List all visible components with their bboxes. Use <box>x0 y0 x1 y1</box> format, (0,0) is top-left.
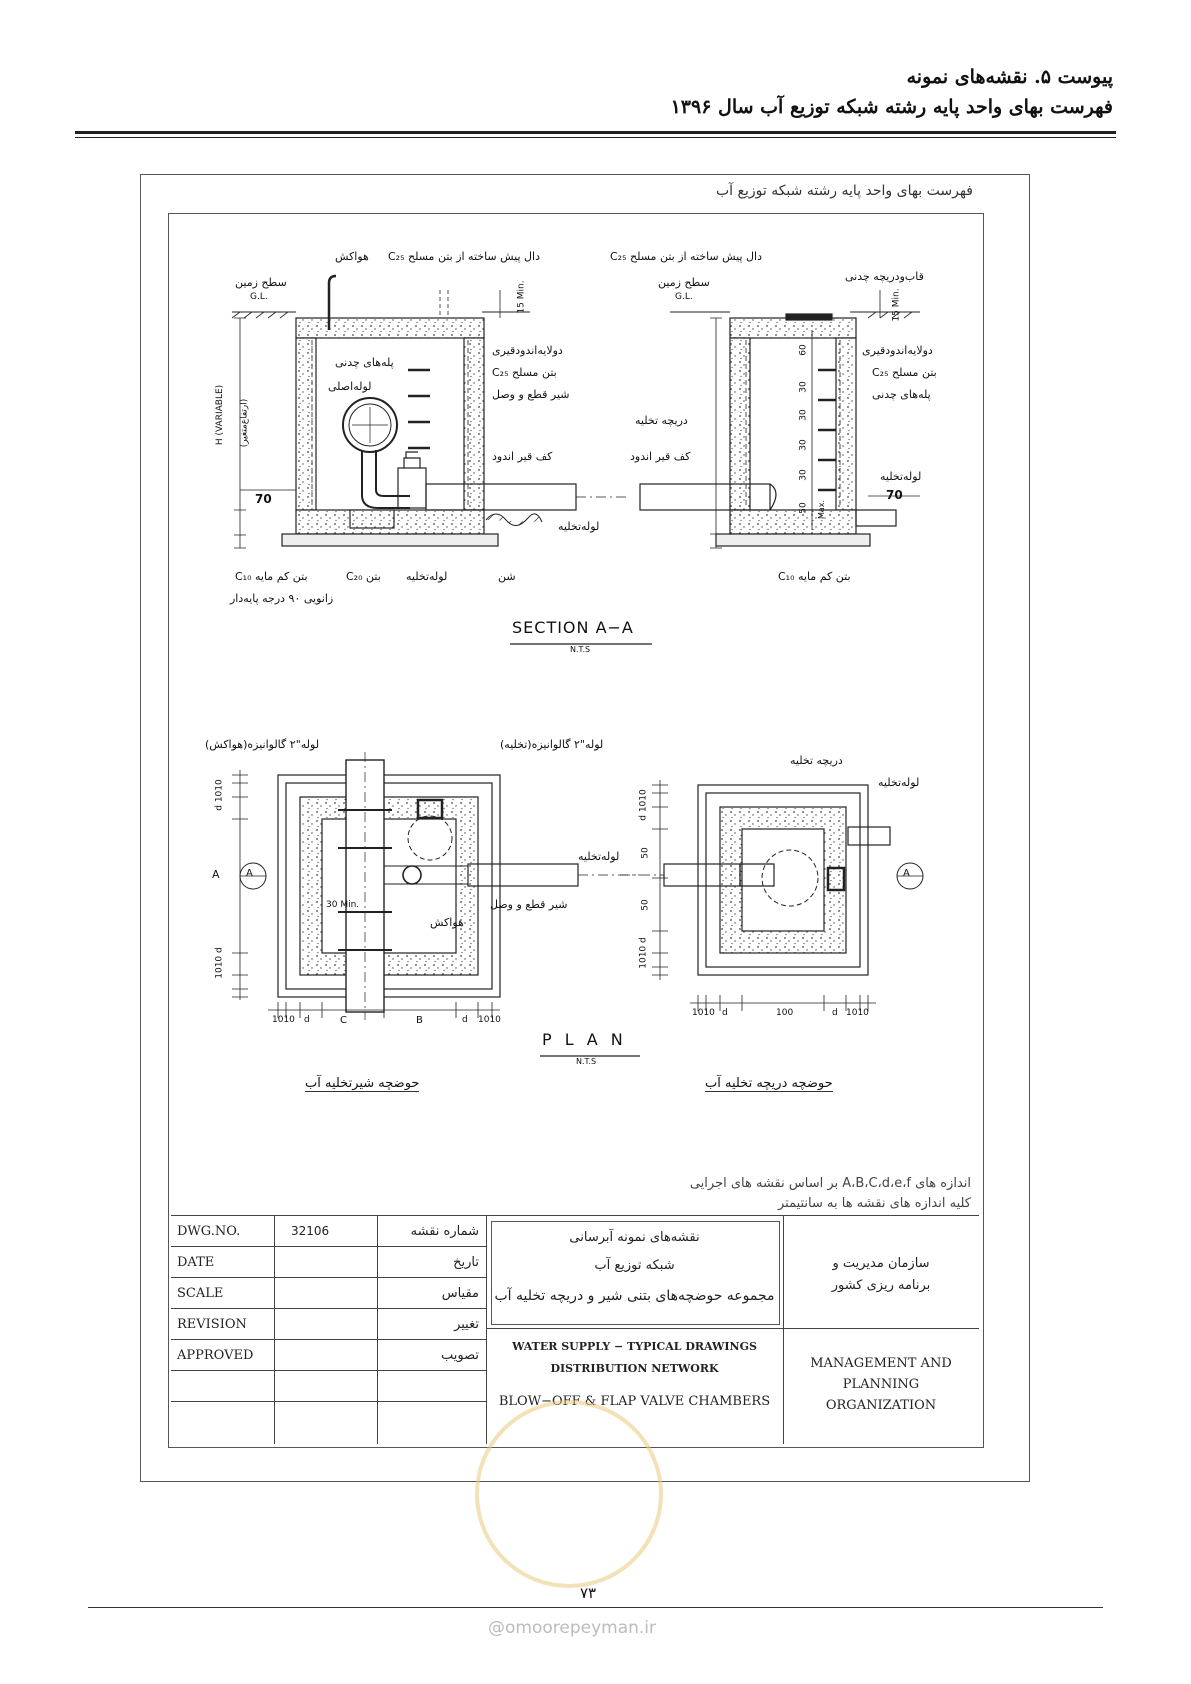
footer-rule <box>88 1607 1103 1608</box>
dim-side-top-right: d 1010 <box>638 789 649 821</box>
label-drain-plan-left: لوله‌تخلیه <box>578 850 620 863</box>
label-hatch-plan: دریچه تخلیه <box>790 754 843 767</box>
label-70-right: 70 <box>886 488 903 502</box>
stamp-logo <box>475 1400 663 1588</box>
note-dimensions: اندازه های A،B،C،d،e،f بر اساس نقشه های اجرایی <box>689 1176 971 1191</box>
label-steps-left: پله‌های چدنی <box>335 356 394 369</box>
label-lean-right: بتن کم مایه C₁₀ <box>778 570 851 583</box>
title-en-3: BLOW−OFF & FLAP VALVE CHAMBERS <box>498 1394 771 1409</box>
label-h-fa-left: (ارتفاع‌متغیر) <box>239 398 250 448</box>
plan-marker-left: A <box>246 868 253 879</box>
label-ground-left: سطح زمین <box>235 276 287 289</box>
org-en-1: MANAGEMENT AND <box>810 1356 952 1371</box>
label-elbow: زانویی ۹۰ درجه پایه‌دار <box>230 592 334 605</box>
tb-row-5-fa: تصویب <box>441 1348 479 1363</box>
label-concrete-right: بتن مسلح C₂₅ <box>872 366 937 379</box>
dim-side-bottom-right: 1010 d <box>638 937 649 969</box>
section-title: SECTION A−A <box>512 618 634 637</box>
label-hatch-section: دریچه تخلیه <box>635 414 688 427</box>
dim-right-6: 50 <box>798 502 809 514</box>
dim-side-mid2-right: 50 <box>640 899 651 911</box>
label-c20: بتن C₂₀ <box>346 570 381 583</box>
label-drain-pipe-left: لوله‌تخلیه <box>406 570 448 583</box>
header-line-1: پیوست ۵. نقشه‌های نمونه <box>906 66 1113 88</box>
label-lean-left: بتن کم مایه C₁₀ <box>235 570 308 583</box>
dim-side-mid1-right: 50 <box>640 847 651 859</box>
label-15min-right: 15 Min. <box>891 288 902 322</box>
tb-row-3-fa: مقیاس <box>441 1286 479 1301</box>
label-slab-left: دال پیش ساخته از بتن مسلح C₂₅ <box>388 250 540 263</box>
title-fa-1: نقشه‌های نمونه آبرسانی <box>569 1230 700 1245</box>
dim-bot-left-1: 1010 <box>272 1015 295 1025</box>
label-h-variable-left: H (VARIABLE) <box>215 384 226 446</box>
header-line-2: فهرست بهای واحد پایه رشته شبکه توزیع آب سال ۱۳۹۶ <box>670 96 1113 118</box>
label-blow-pipe: لوله‌تخلیه <box>558 520 600 533</box>
label-30min: 30 Min. <box>326 900 360 910</box>
title-en-2: DISTRIBUTION NETWORK <box>550 1362 719 1375</box>
dim-side-top-left: d 1010 <box>214 779 225 811</box>
caption-right: حوضچه دریچه تخلیه آب <box>705 1076 833 1091</box>
org-en-3: ORGANIZATION <box>825 1398 937 1413</box>
label-floor-left: کف قیر اندود <box>492 450 553 463</box>
plan-nts: N.T.S <box>576 1057 597 1066</box>
label-main-pipe: لوله‌اصلی <box>328 380 372 393</box>
tb-row-3-en: SCALE <box>177 1286 224 1301</box>
dim-right-5: 30 <box>798 469 809 481</box>
label-drain-right: لوله‌تخلیه <box>880 470 922 483</box>
org-en-2: PLANNING <box>842 1377 920 1392</box>
label-galv-air: لوله"۲ گالوانیزه(هواکش) <box>205 738 320 751</box>
dim-right-4: 30 <box>798 439 809 451</box>
label-valve-plan: شیر قطع و وصل <box>490 898 568 911</box>
page-number: ۷۳ <box>580 1584 597 1602</box>
dim-bot-left-2: d <box>304 1015 310 1025</box>
dim-right-2: 30 <box>798 381 809 393</box>
org-fa-1: سازمان مدیریت و <box>832 1256 930 1271</box>
label-70-left: 70 <box>255 492 272 506</box>
dim-bot-right-4: d <box>832 1008 838 1018</box>
label-ground-right: سطح زمین <box>658 276 710 289</box>
watermark-text: @omoorepeyman.ir <box>488 1618 657 1638</box>
label-concrete-left: بتن مسلح C₂₅ <box>492 366 557 379</box>
title-fa-3: مجموعه حوضچه‌های بتنی شیر و دریچه تخلیه آب <box>494 1288 775 1304</box>
label-bitumen-left: دولایه‌اندودقیری <box>492 344 563 357</box>
label-gl-right: G.L. <box>675 292 693 302</box>
title-en-1: WATER SUPPLY − TYPICAL DRAWINGS <box>512 1340 757 1353</box>
plan-title: P L A N <box>542 1030 627 1049</box>
label-slab-right: دال پیش ساخته از بتن مسلح C₂₅ <box>610 250 762 263</box>
tb-row-2-en: DATE <box>177 1255 215 1270</box>
org-fa-2: برنامه ریزی کشور <box>831 1278 931 1293</box>
dim-bot-right-5: 1010 <box>846 1008 869 1018</box>
tb-row-2-fa: تاریخ <box>453 1255 479 1270</box>
section-nts: N.T.S <box>570 645 591 654</box>
note-units: کلیه اندازه های نقشه ها به سانتیمتر <box>777 1196 971 1211</box>
tb-row-5-en: APPROVED <box>177 1348 254 1363</box>
label-cover: قاب‌ودریچه چدنی <box>845 270 924 283</box>
tb-row-1-fa: شماره نقشه <box>410 1224 479 1239</box>
tb-row-4-fa: تغییر <box>454 1317 479 1332</box>
dim-bot-left-6: 1010 <box>478 1015 501 1025</box>
label-steps-right: پله‌های چدنی <box>872 388 931 401</box>
dim-bot-left-4: B <box>416 1015 423 1026</box>
dim-a-label: A <box>212 868 220 881</box>
dim-right-1: 60 <box>798 344 809 356</box>
dim-bot-left-3: C <box>340 1015 347 1026</box>
sheet-title: فهرست بهای واحد پایه رشته شبکه توزیع آب <box>715 183 973 199</box>
tb-row-1-en: DWG.NO. <box>177 1224 241 1239</box>
dim-bot-right-3: 100 <box>776 1008 794 1018</box>
caption-left: حوضچه شیرتخلیه آب <box>305 1076 420 1091</box>
label-drain-plan-right: لوله‌تخلیه <box>878 776 920 789</box>
dim-bot-right-1: 1010 <box>692 1008 715 1018</box>
label-max: Max. <box>817 499 827 520</box>
label-valve-left: شیر قطع و وصل <box>492 388 570 401</box>
plan-marker-right: A <box>903 868 910 879</box>
tb-row-1-value: 32106 <box>291 1224 330 1238</box>
label-floor-right: کف قیر اندود <box>630 450 691 463</box>
label-air: هواکش <box>335 250 369 263</box>
label-bitumen-right: دولایه‌اندودقیری <box>862 344 933 357</box>
dim-side-bottom-left: 1010 d <box>214 947 225 979</box>
tb-row-4-en: REVISION <box>177 1317 247 1332</box>
title-fa-2: شبکه توزیع آب <box>594 1258 675 1273</box>
label-gl-left: G.L. <box>250 292 268 302</box>
label-galv-drain: لوله"۲ گالوانیزه(تخلیه) <box>500 738 604 751</box>
dim-right-3: 30 <box>798 409 809 421</box>
label-gravel: شن <box>498 570 516 583</box>
label-15min-left: 15 Min. <box>516 280 527 314</box>
dim-bot-right-2: d <box>722 1008 728 1018</box>
label-air-plan: هواکش <box>430 916 464 929</box>
dim-bot-left-5: d <box>462 1015 468 1025</box>
